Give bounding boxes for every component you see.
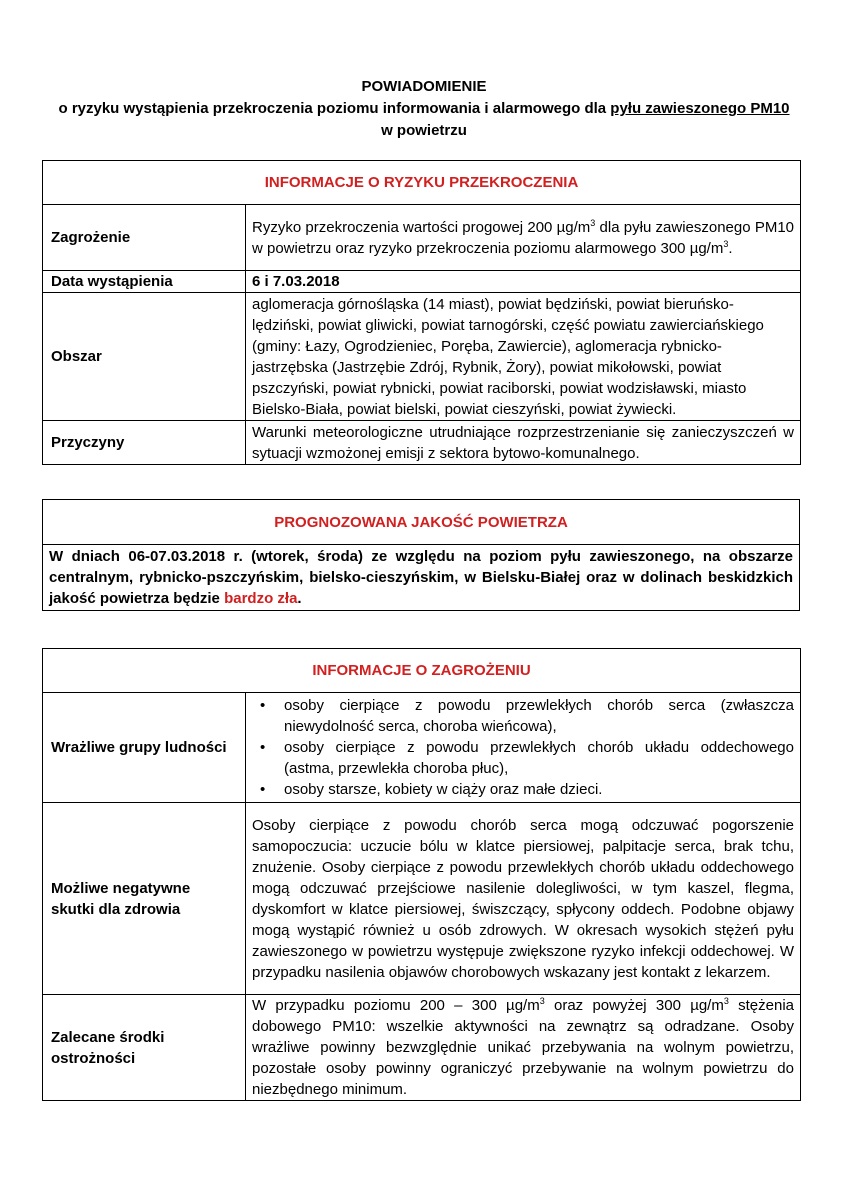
cause-text: Warunki meteorologiczne utrudniające rozprzestrzenianie się zanieczyszczeń w sytuacji wzmożonej emisji z sektora bytowo-komunalnego. [246, 421, 801, 465]
superscript: 3 [590, 217, 596, 228]
forecast-heading: PROGNOZOWANA JAKOŚĆ POWIETRZA [43, 500, 800, 545]
threat-row [43, 205, 801, 271]
document-title: POWIADOMIENIE [361, 78, 487, 95]
subtitle-text: o ryzyku wystąpienia przekroczenia poziomu informowania i alarmowego dla [58, 100, 611, 117]
groups-label: Wrażliwe grupy ludności [43, 693, 246, 803]
effects-label-line2: skutki dla zdrowia [51, 900, 181, 918]
forecast-end: . [297, 590, 302, 607]
precautions-text-b: oraz powyżej 300 µg/m [544, 997, 724, 1014]
date-row [43, 271, 801, 293]
precautions-text [246, 995, 801, 1101]
effects-row [43, 803, 801, 995]
groups-row [43, 693, 801, 803]
effects-label [43, 803, 246, 995]
precautions-row [43, 995, 801, 1101]
threat-info-table [42, 648, 801, 1101]
area-label: Obszar [43, 293, 246, 421]
subtitle-end: w powietrzu [381, 122, 467, 139]
document-header [0, 76, 848, 142]
forecast-text [43, 545, 800, 611]
effects-label-line1: Możliwe negatywne [51, 879, 191, 897]
groups-list [252, 695, 794, 800]
threat-info-heading: INFORMACJE O ZAGROŻENIU [43, 649, 801, 693]
forecast-emphasis: bardzo zła [224, 590, 298, 607]
threat-text-a: Ryzyko przekroczenia wartości progowej 200 µg/m [252, 218, 591, 236]
document-subtitle [0, 98, 848, 120]
area-text: aglomeracja górnośląska (14 miast), powiat będziński, powiat bieruńsko-lędziński, powiat gliwicki, powiat tarnogórski, część powiatu zawierciańskiego (gminy: Łazy, Ogrodzieniec, Poręba, Zawiercie), aglomeracja rybnicko-jastrzębska (Jastrzębie Zdrój, Rybnik, Żory), powiat mikołowski, powiat pszczyński, powiat rybnicki, powiat raciborski, powiat wodzisławski, miasto Bielsko-Biała, powiat bielski, powiat cieszyński, powiat żywiecki. [246, 293, 801, 421]
date-value: 6 i 7.03.2018 [246, 271, 801, 293]
threat-text: Ryzyko przekroczenia wartości progowej 200 $\mu g/m^3$ dla pyłu zawieszonego PM10 w powietrzu oraz ryzyko przekroczenia poziomu alarmowego 300 $\mu g/m^3$. [246, 205, 801, 271]
date-label: Data wystąpienia [43, 271, 246, 293]
list-item: • osoby cierpiące z powodu przewlekłych chorób serca (zwłaszcza niewydolność serca, choroba wieńcowa), [252, 695, 794, 737]
superscript: 3 [723, 996, 729, 1006]
threat-info-heading-row [43, 649, 801, 693]
list-item: • osoby starsze, kobiety w ciąży oraz małe dzieci. [252, 779, 794, 800]
precautions-label [43, 995, 246, 1101]
cause-row [43, 421, 801, 465]
cause-label: Przyczyny [43, 421, 246, 465]
forecast-heading-row [43, 500, 800, 545]
forecast-text-row [43, 545, 800, 611]
forecast-table [42, 499, 800, 611]
threat-text-b: dla pyłu zawieszonego PM10 w powietrzu oraz ryzyko przekroczenia poziomu alarmowego 300 µg/m [252, 218, 795, 257]
subtitle-pollutant: pyłu zawieszonego PM10 [610, 100, 790, 117]
superscript: 3 [723, 238, 729, 249]
groups-cell [246, 693, 801, 803]
forecast-text-main: W dniach 06-07.03.2018 r. (wtorek, środa) ze względu na poziom pyłu zawieszonego, na obszarze centralnym, rybnicko-pszczyńskim, bielsko-cieszyńskim, w Bielsku-Białej oraz w dolinach beskidzkich jakość powietrza będzie [49, 548, 793, 607]
risk-heading-row [43, 161, 801, 205]
area-row [43, 293, 801, 421]
precautions-label-line2: ostrożności [51, 1049, 136, 1067]
threat-label: Zagrożenie [43, 205, 246, 271]
effects-text: Osoby cierpiące z powodu chorób serca mogą odczuwać pogorszenie samopoczucia: uczucie bólu w klatce piersiowej, palpitacje serca, brak tchu, znużenie. Osoby cierpiące z powodu przewlekłych chorób układu oddechowego mogą odczuwać przejściowe nasilenie dolegliwości, w tym kaszel, flegma, dyskomfort w klatce piersiowej, świszczący, spłycony oddech. Podobne objawy mogą wystąpić również u osób zdrowych. W okresach wysokich stężeń pyłu zawieszonego w powietrzu występuje zwiększone ryzyko infekcji oddechowej. W przypadku nasilenia objawów chorobowych wskazany jest kontakt z lekarzem. [246, 803, 801, 995]
precautions-text-c: stężenia dobowego PM10: wszelkie aktywności na zewnątrz są odradzane. Osoby wrażliwe powinny bezwzględnie unikać przebywania na wolnym powietrzu, pozostałe osoby powinny ograniczyć przebywanie na wolnym powietrzu do niezbędnego minimum. [252, 997, 795, 1098]
list-item: • osoby cierpiące z powodu przewlekłych chorób układu oddechowego (astma, przewlekła choroba płuc), [252, 737, 794, 779]
precautions-label-line1: Zalecane środki [51, 1028, 165, 1046]
superscript: 3 [539, 996, 545, 1006]
risk-heading: INFORMACJE O RYZYKU PRZEKROCZENIA [43, 161, 801, 205]
risk-table [42, 160, 801, 465]
precautions-text-a: W przypadku poziomu 200 – 300 µg/m [252, 997, 540, 1014]
